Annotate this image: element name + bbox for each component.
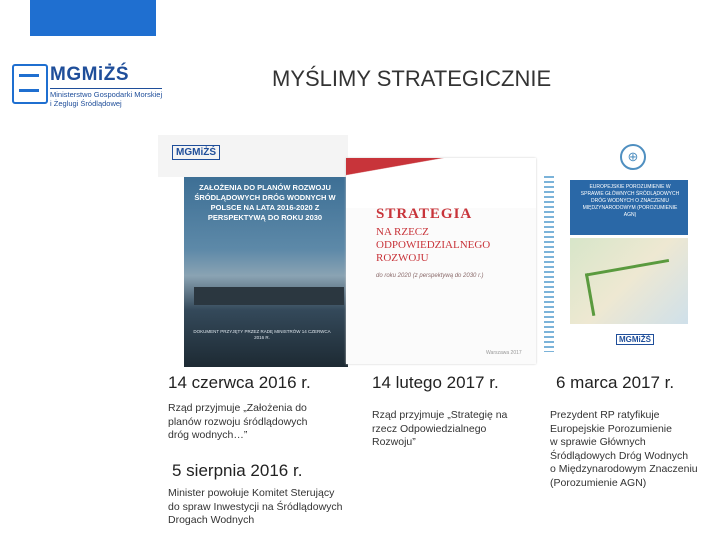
cover-title: EUROPEJSKIE POROZUMIENIE W SPRAWIE GŁÓWNYCH ŚRÓDLĄDOWYCH DRÓG WODNYCH O ZNACZENIU MIĘDZYNARODOWYM (POROZUMIENIE AGN): [580, 184, 680, 218]
anchor-icon: [12, 64, 48, 104]
document-cover-founding-assumptions: [158, 135, 348, 367]
timeline-date-2: 14 lutego 2017 r.: [372, 373, 499, 392]
cover-note: do roku 2020 (z perspektywą do 2030 r.): [376, 273, 484, 279]
top-accent-bar: [30, 0, 156, 36]
logo-brand: MGMiŻŚ: [50, 64, 129, 85]
cover-ribbon: [346, 158, 536, 208]
timeline-date-1: 14 czerwca 2016 r.: [168, 373, 311, 392]
cover-footer: Warszawa 2017: [486, 350, 522, 356]
document-cover-agn: [540, 136, 690, 358]
timeline-text-1: Rząd przyjmuje „Założenia do planów rozwoju śródlądowych dróg wodnych…”: [168, 402, 308, 441]
cover-logo: MGMiŻŚ: [616, 334, 654, 345]
cover-title: STRATEGIA: [376, 206, 473, 222]
timeline-text-4: Minister powołuje Komitet Sterujący do spraw Inwestycji na Śródlądowych Drogach Wodnych: [168, 487, 343, 526]
wave-border: [544, 176, 554, 352]
cover-subtitle: NA RZECZ ODPOWIEDZIALNEGO ROZWOJU: [376, 226, 491, 264]
cover-logo: MGMiŻŚ: [172, 145, 220, 160]
document-cover-strategy: [346, 158, 536, 364]
cover-footer: DOKUMENT PRZYJĘTY PRZEZ RADĘ MINISTRÓW 14 CZERWCA 2016 R.: [193, 329, 331, 340]
logo-line-2: i Żeglugi Śródlądowej: [50, 99, 122, 108]
timeline-text-2: Rząd przyjmuje „Strategię na rzecz Odpowiedzialnego Rozwoju”: [372, 409, 508, 448]
timeline-date-3: 6 marca 2017 r.: [556, 373, 675, 392]
page-title: MYŚLIMY STRATEGICZNIE: [272, 66, 552, 91]
un-emblem-icon: ⊕: [620, 144, 646, 170]
cover-title: ZAŁOŻENIA DO PLANÓW ROZWOJU ŚRÓDLĄDOWYCH DRÓG WODNYCH W POLSCE NA LATA 2016-2020 Z PERSPEKTYWĄ DO ROKU 2030: [194, 183, 336, 222]
logo-line-1: Ministerstwo Gospodarki Morskiej: [50, 90, 163, 99]
timeline-date-4: 5 sierpnia 2016 r.: [172, 461, 303, 480]
barge-shape: [194, 287, 344, 305]
ministry-logo: [12, 64, 172, 110]
timeline-text-3: Prezydent RP ratyfikuje Europejskie Porozumienie w sprawie Głównych Śródlądowych Dróg Wodnych o Międzynarodowym Znaczeniu (Porozumienie AGN): [550, 409, 698, 489]
